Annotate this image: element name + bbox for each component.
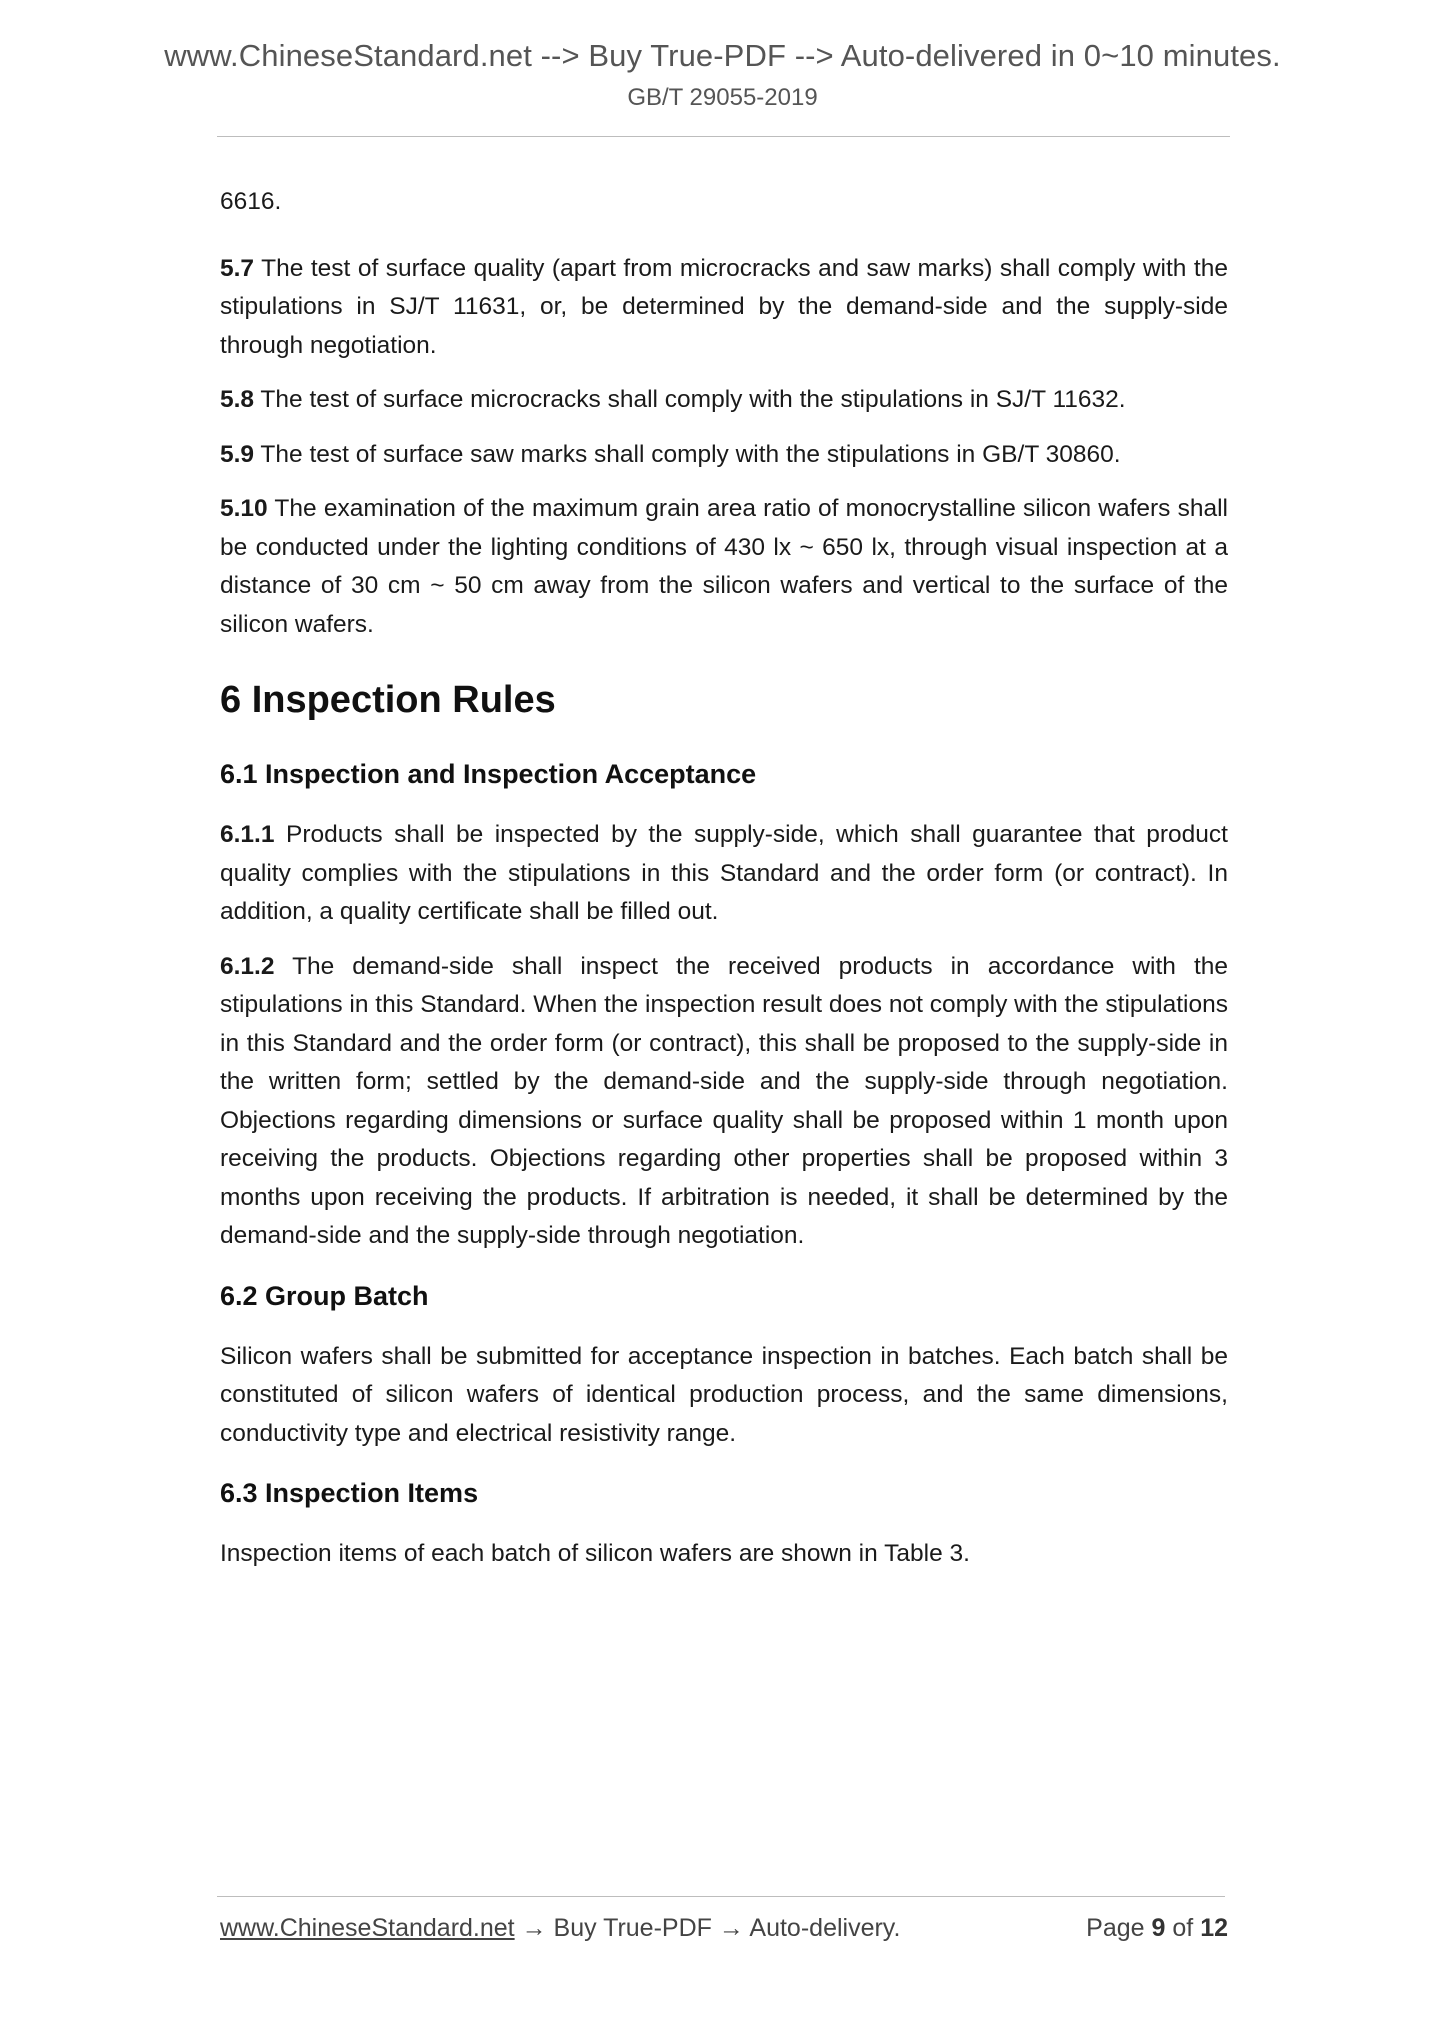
footer-site-link[interactable]: www.ChineseStandard.net [220, 1914, 515, 1942]
clause-text: The test of surface saw marks shall comply with the stipulations in GB/T 30860. [254, 440, 1121, 468]
paragraph-6-3: Inspection items of each batch of silicon wafers are shown in Table 3. [220, 1540, 970, 1567]
continued-paragraph: 6616. [220, 188, 282, 215]
clause-5-7 [220, 250, 1228, 366]
arrow-right-icon: → [718, 1914, 744, 1942]
clause-number: 5.9 [220, 440, 255, 468]
clause-5-9 [220, 436, 1228, 475]
footer-promo [220, 1914, 900, 1943]
clause-6-1-2 [220, 948, 1228, 1256]
subsection-heading-6-3: 6.3 Inspection Items [220, 1478, 479, 1508]
subsection-heading-6-1: 6.1 Inspection and Inspection Acceptance [220, 759, 757, 789]
arrow-right-icon: → [521, 1914, 547, 1942]
clause-text: The demand-side shall inspect the received products in accordance with the stipulations in this Standard. When the inspection result does not comply with the stipulations in this Standard and the order form (or contract), this shall be proposed to the supply-side in the written form; settled by the demand-side and the supply-side through negotiation. Objections regarding dimensions or surface quality shall be proposed within 1 month upon receiving the products. Objections regarding other properties shall be proposed within 3 months upon receiving the products. If arbitration is needed, it shall be determined by the demand-side and the supply-side through negotiation. [220, 952, 1228, 1249]
clause-number: 6.1.1 [220, 821, 275, 848]
page-label: Page [1086, 1914, 1145, 1942]
page-header [0, 38, 1445, 112]
footer-delivery-text: Auto-delivery. [743, 1914, 901, 1942]
page-number [1086, 1914, 1228, 1943]
clause-6-1-1 [220, 816, 1228, 932]
clause-number: 5.7 [220, 254, 255, 282]
clause-text: The test of surface quality (apart from microcracks and saw marks) shall comply with the stipulations in SJ/T 11631, or, be determined by the demand-side and the supply-side through negotiation. [220, 254, 1228, 359]
standard-code: GB/T 29055-2019 [627, 84, 818, 111]
of-label: of [1172, 1914, 1194, 1942]
current-page: 9 [1151, 1914, 1166, 1942]
clause-5-10 [220, 490, 1228, 644]
clause-text: The examination of the maximum grain area ratio of monocrystalline silicon wafers shall be conducted under the lighting conditions of 430 lx ~ 650 lx, through visual inspection at a distance of 30 cm ~ 50 cm away from the silicon wafers and vertical to the surface of the silicon wafers. [220, 495, 1228, 638]
footer-buy-text: Buy True-PDF [546, 1914, 719, 1942]
clause-text: Products shall be inspected by the supply-side, which shall guarantee that product quality complies with the stipulations in this Standard and the order form (or contract). In addition, a quality certificate shall be filled out. [220, 821, 1228, 925]
clause-5-8 [220, 381, 1228, 420]
clause-number: 5.8 [220, 386, 255, 413]
clause-number: 5.10 [220, 495, 268, 522]
section-heading-6: 6 Inspection Rules [220, 679, 556, 721]
total-pages: 12 [1200, 1914, 1228, 1942]
paragraph-6-2: Silicon wafers shall be submitted for acceptance inspection in batches. Each batch shall be constituted of silicon wafers of identical production process, and the same dimensions, conductivity type and electrical resistivity range. [220, 1342, 1228, 1447]
clause-text: The test of surface microcracks shall comply with the stipulations in SJ/T 11632. [254, 386, 1126, 413]
header-promo-text: www.ChineseStandard.net --> Buy True-PDF --> Auto-delivered in 0~10 minutes. [164, 38, 1281, 73]
document-body [220, 183, 1228, 1574]
subsection-heading-6-2: 6.2 Group Batch [220, 1280, 429, 1311]
footer-divider [217, 1896, 1225, 1897]
header-divider [217, 136, 1230, 137]
clause-number: 6.1.2 [220, 952, 275, 980]
